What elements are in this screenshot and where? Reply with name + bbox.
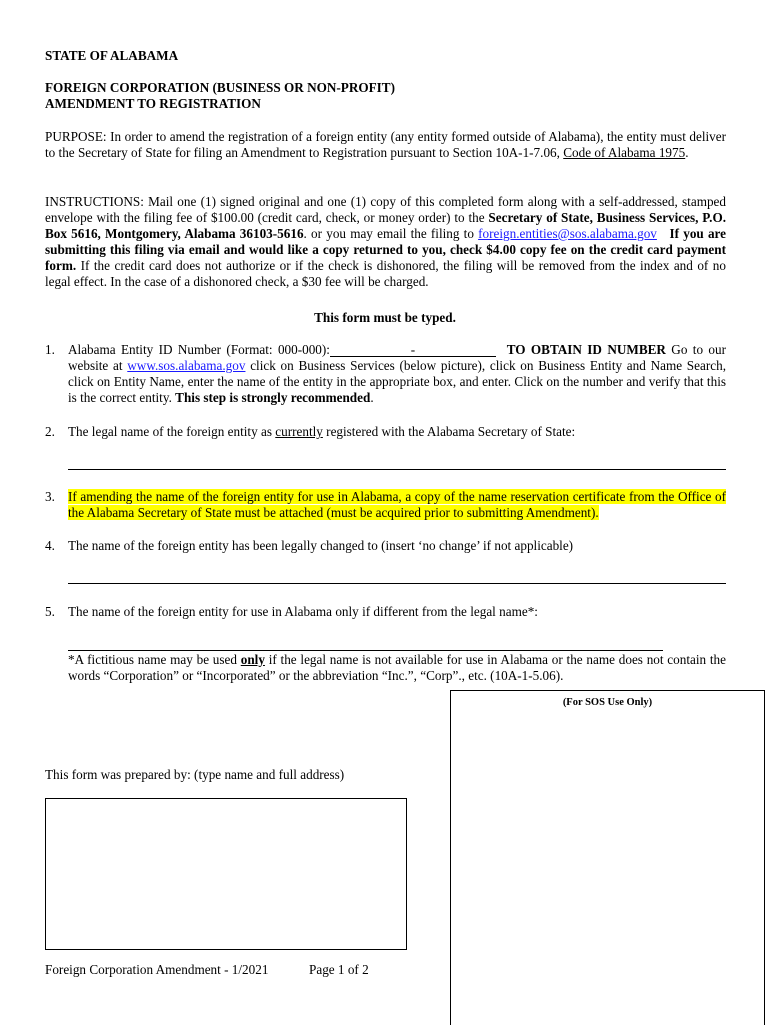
item2-paragraph — [68, 424, 726, 440]
footer-page-number: Page 1 of 2 — [309, 962, 369, 977]
instructions-text1: INSTRUCTIONS: Mail one (1) signed original and one (1) copy of this completed form along with a self-addressed, stamped envelope with the filing fee of $100.00 (credit card, check, or money order) to the — [45, 194, 726, 225]
copy-fee-notice: If you are submitting this filing via email and would like a copy returned to you, check $4.00 copy fee on the credit card payment form. — [45, 226, 727, 273]
alabama-name-underline — [68, 650, 663, 651]
instructions-text3: If the credit card does not authorize or if the check is dishonored, the filing will be removed from the index and of no legal effect. In the case of a dishonored check, a $30 fee will be charged. — [45, 258, 726, 289]
item1-end: . — [370, 390, 374, 405]
must-be-typed-notice: This form must be typed. — [314, 310, 456, 325]
changed-name-field[interactable] — [68, 567, 726, 583]
legal-name-underline — [68, 469, 726, 470]
item2-text2: registered with the Alabama Secretary of State: — [322, 424, 576, 439]
item5-label: The name of the foreign entity for use in Alabama only if different from the legal name*: — [68, 604, 538, 619]
item3-highlighted-text: If amending the name of the foreign entity for use in Alabama, a copy of the name reservation certificate from the Office of the Alabama Secretary of State must be attached (must be acquired prior to submitting Amendment). — [68, 489, 726, 520]
form-title-line2: AMENDMENT TO REGISTRATION — [45, 96, 261, 111]
state-heading: STATE OF ALABAMA — [45, 48, 179, 63]
note-text2: if the legal name is not available for use in Alabama or the name does not contain the words “Corporation” or “Incorporated” or the abbreviation “Inc.”, “Corp”., etc. (10A-1-5.06). — [68, 652, 726, 683]
item4-label: The name of the foreign entity has been legally changed to (insert ‘no change’ if not applicable) — [68, 538, 574, 553]
fictitious-name-note — [68, 652, 726, 684]
obtain-id-heading: TO OBTAIN ID NUMBER — [506, 342, 666, 357]
instructions-text2: . or you may email the filing to — [303, 226, 479, 241]
mailing-address: Secretary of State, Business Services, P.O. Box 5616, Montgomery, Alabama 36103-5616 — [45, 210, 726, 241]
footer-form-name: Foreign Corporation Amendment - 1/2021 — [45, 962, 269, 977]
item3-number: 3. — [45, 489, 55, 504]
changed-name-underline — [68, 583, 726, 584]
note-text1: *A fictitious name may be used — [68, 652, 241, 667]
purpose-end: . — [685, 145, 689, 160]
item4-number: 4. — [45, 538, 55, 553]
entity-id-field[interactable] — [330, 343, 496, 357]
form-title-line1: FOREIGN CORPORATION (BUSINESS OR NON-PROFIT) — [45, 80, 395, 95]
item2-text1: The legal name of the foreign entity as — [68, 424, 276, 439]
item1-label: Alabama Entity ID Number (Format: 000-000): — [68, 342, 330, 357]
item1-paragraph — [68, 342, 726, 406]
note-only: only — [240, 652, 265, 667]
code-of-alabama-ref: Code of Alabama 1975 — [563, 145, 686, 160]
purpose-text: PURPOSE: In order to amend the registration of a foreign entity (any entity formed outside of Alabama), the entity must deliver to the Secretary of State for filing an Amendment to Registration pursuant to Section 10A-1-7.06, — [45, 129, 726, 160]
item2-currently: currently — [275, 424, 323, 439]
strongly-recommended: This step is strongly recommended — [175, 390, 371, 405]
sos-use-only-label: (For SOS Use Only) — [562, 697, 653, 708]
item2-number: 2. — [45, 424, 55, 439]
item3-paragraph — [68, 489, 726, 521]
email-link[interactable]: foreign.entities@sos.alabama.gov — [478, 226, 657, 241]
sos-use-only-box — [450, 690, 765, 1025]
item1-text3: click on Business Services (below picture), click on Business Entity and Name Search, click on Entity Name, enter the name of the entity in the appropriate box, and enter. Click on the number and verify that this is the correct entity. — [68, 358, 726, 405]
instructions-paragraph — [45, 194, 726, 290]
alabama-name-field[interactable] — [68, 634, 663, 650]
purpose-paragraph — [45, 129, 726, 161]
item1-number: 1. — [45, 342, 55, 357]
sos-website-link[interactable]: www.sos.alabama.gov — [127, 358, 246, 373]
prepared-by-label: This form was prepared by: (type name and full address) — [45, 767, 345, 782]
entity-id-dash: - — [410, 342, 416, 357]
legal-name-field[interactable] — [68, 453, 726, 469]
item5-number: 5. — [45, 604, 55, 619]
prepared-by-input-box[interactable] — [45, 798, 407, 950]
item1-text2: Go to our website at — [68, 342, 726, 373]
